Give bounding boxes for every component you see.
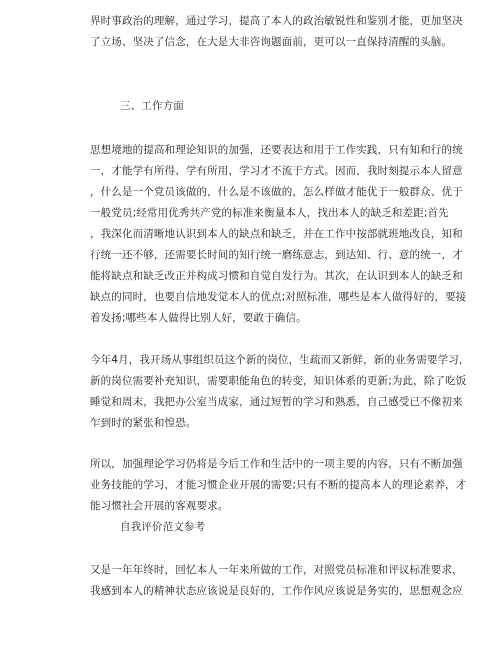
body-text-line: 缺点的同时，也要自信地发觉本人的优点;对照标准，哪些是本人做得好的，要接 [90,291,467,303]
body-text-line: 睡觉和周末，我把办公室当成家，通过短暂的学习和熟悉，自己感受已不像初来 [90,396,463,408]
body-text-line: 所以，加强理论学习仍将是今后工作和生活中的一项主要的内容，只有不断加强 [90,458,463,470]
body-text-line: 思想境地的提高和理论知识的加强，还要表达和用于工作实践，只有知和行的统 [90,144,463,156]
body-text-line: 一，才能学有所得、学有所用，学习才不流于方式。因而，我时刻提示本人留意 [90,165,463,177]
body-text-line: 着发扬;哪些本人做得比别人好，要敢于确信。 [90,312,307,324]
body-text-line: 今年4月，我开场从事组织员这个新的岗位，生疏而又新鲜，新的业务需要学习， [90,354,470,366]
body-text-line: 新的岗位需要补充知识，需要职能角色的转变，知识体系的更新;为此，除了吃饭 [90,375,467,387]
body-text-line: ，什么是一个党员该做的，什么是不该做的，怎么样做才能优于一般群众、优于 [90,186,463,198]
body-text-line: 乍到时的紧张和惶恐。 [90,417,197,429]
body-text-line: 能习惯社会开展的客观要求。 [90,500,229,512]
body-text-line: 界时事政治的理解，通过学习，提高了本人的政治敏锐性和鉴别才能，更加坚决 [90,15,463,27]
body-text-line: 又是一年年终时，回忆本人一年来所做的工作，对照党员标准和评议标准要求， [90,564,463,576]
body-text-line: 了立场、坚决了信念，在大是大非咨询题面前，更可以一直保持清醒的头脑。 [90,36,453,48]
body-text-line: 我感到本人的精神状态应该说是良好的，工作作风应该说是务实的，思想观念应 [90,585,463,597]
body-text-line: 一般党员;经常用优秀共产党的标准来衡量本人，找出本人的缺乏和差距;首先 [90,207,449,219]
body-text-line: 能将缺点和缺乏改正并构成习惯和自觉自发行为。其次，在认识到本人的缺乏和 [90,270,463,282]
body-text-line: 行统一还不够，还需要长时间的知行统一磨练意志，到达知、行、意的统一，才 [90,249,463,261]
section-heading: 三、工作方面 [120,100,184,112]
subheading: 自我评价范文参考 [120,521,206,533]
body-text-line: 业务技能的学习，才能习惯企业开展的需要;只有不断的提高本人的理论素养，才 [90,479,467,491]
body-text-line: ，我深化而清晰地认识到本人的缺点和缺乏，并在工作中按部就班地改良，知和 [90,228,463,240]
